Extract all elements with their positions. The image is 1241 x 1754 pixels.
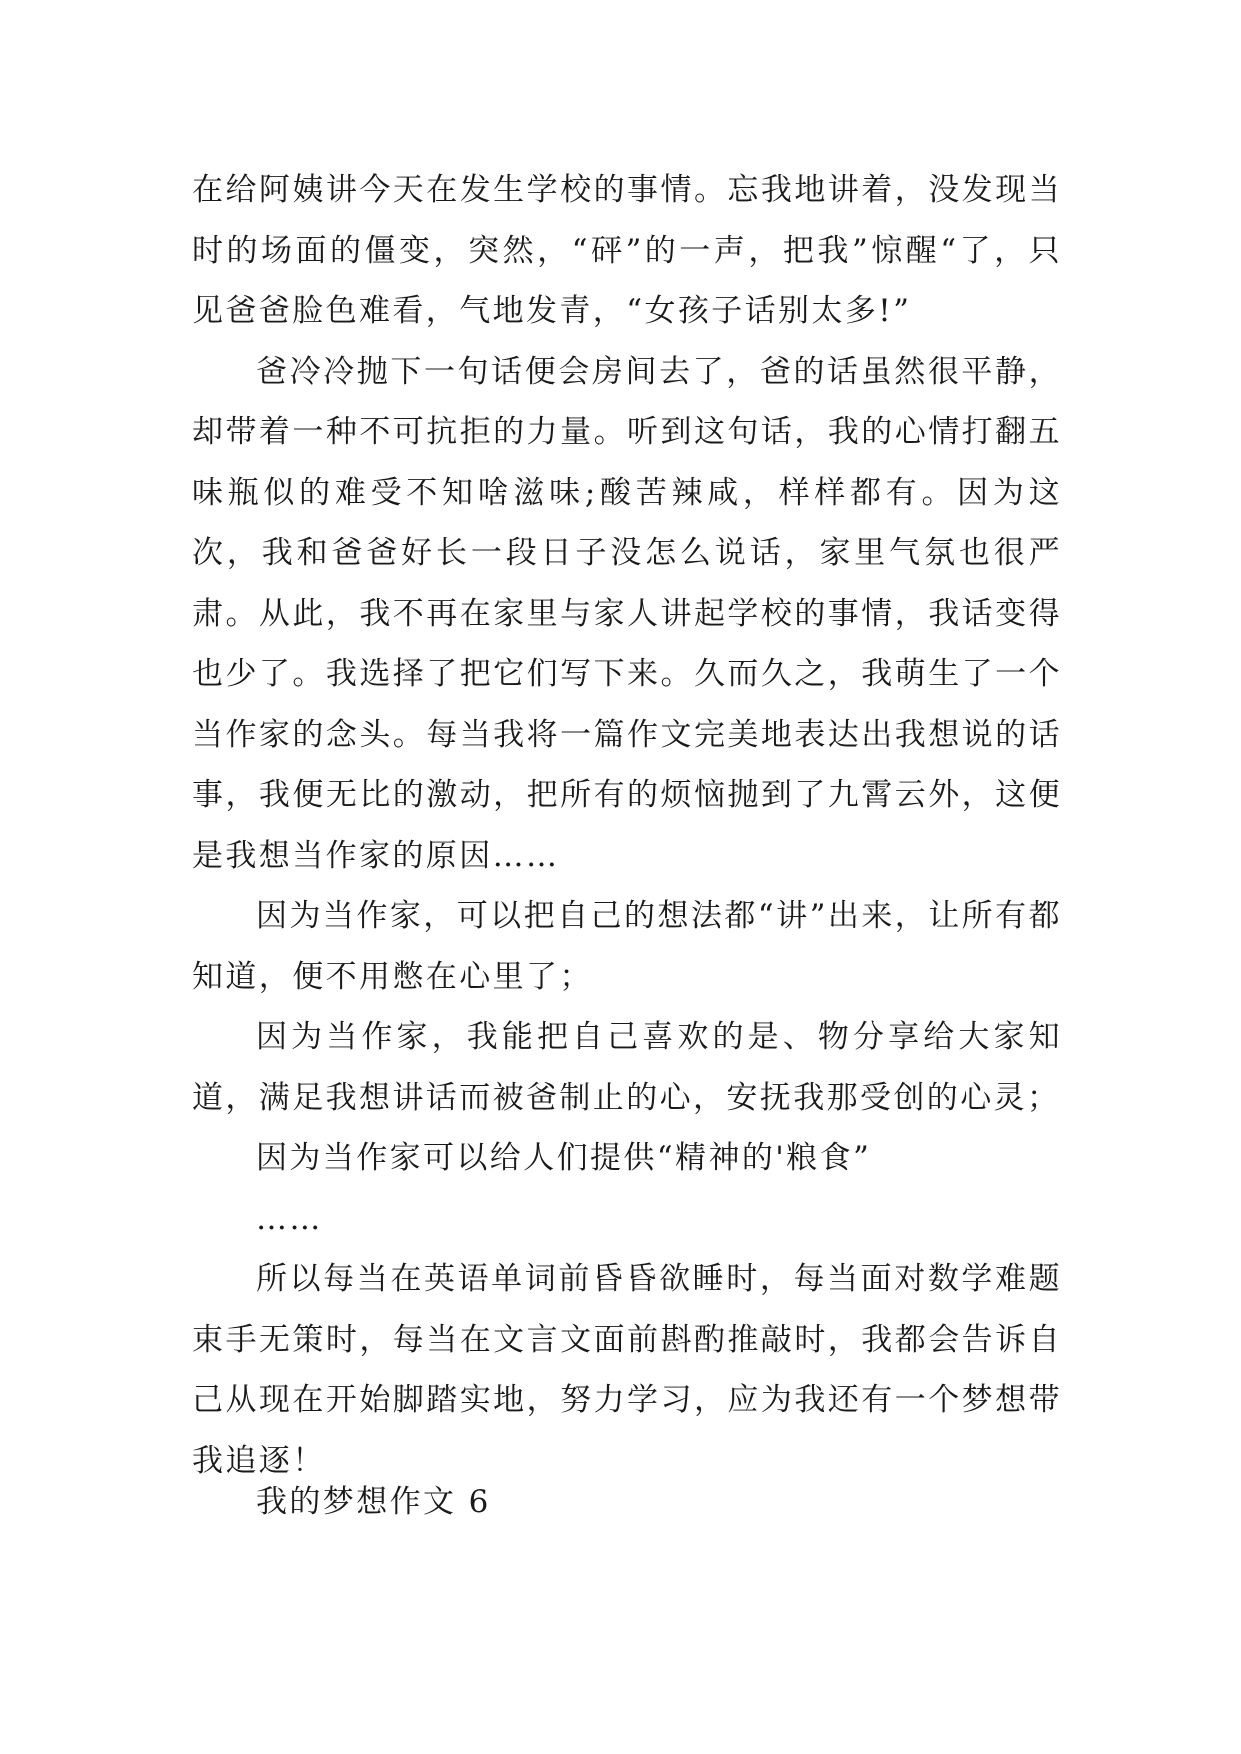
paragraph-6-ellipsis: ……	[256, 1200, 323, 1237]
paragraph-2: 爸冷冷抛下一句话便会房间去了，爸的话虽然很平静，却带着一种不可抗拒的力量。听到这句话，我的心情打翻五味瓶似的难受不知啥滋味;酸苦辣咸，样样都有。因为这次，我和爸爸好长一段日子没怎么说话，家里气氛也很严肃。从此，我不再在家里与家人讲起学校的事情，我话变得也少了。我选择了把它们写下来。久而久之，我萌生了一个当作家的念头。每当我将一篇作文完美地表达出我想说的话事，我便无比的激动，把所有的烦恼抛到了九霄云外，这便是我想当作家的原因……	[192, 353, 1062, 874]
paragraph-5: 因为当作家可以给人们提供“精神的'粮食”	[256, 1140, 872, 1176]
essay-heading: 我的梦想作文 6	[256, 1484, 491, 1520]
document-body	[192, 160, 1062, 1491]
paragraph-7: 所以每当在英语单词前昏昏欲睡时，每当面对数学难题束手无策时，每当在文言文面前斟酌推敲时，我都会告诉自己从现在开始脚踏实地，努力学习，应为我还有一个梦想带我追逐！	[192, 1261, 1062, 1479]
paragraph-3: 因为当作家，可以把自己的想法都“讲”出来，让所有都知道，便不用憋在心里了；	[192, 898, 1062, 995]
paragraph-4: 因为当作家，我能把自己喜欢的是、物分享给大家知道，满足我想讲话而被爸制止的心，安抚我那受创的心灵；	[192, 1019, 1062, 1116]
paragraph-1: 在给阿姨讲今天在发生学校的事情。忘我地讲着，没发现当时的场面的僵变，突然，“砰”的一声，把我”惊醒“了，只见爸爸脸色难看，气地发青，“女孩子话别太多!”	[192, 172, 1062, 329]
